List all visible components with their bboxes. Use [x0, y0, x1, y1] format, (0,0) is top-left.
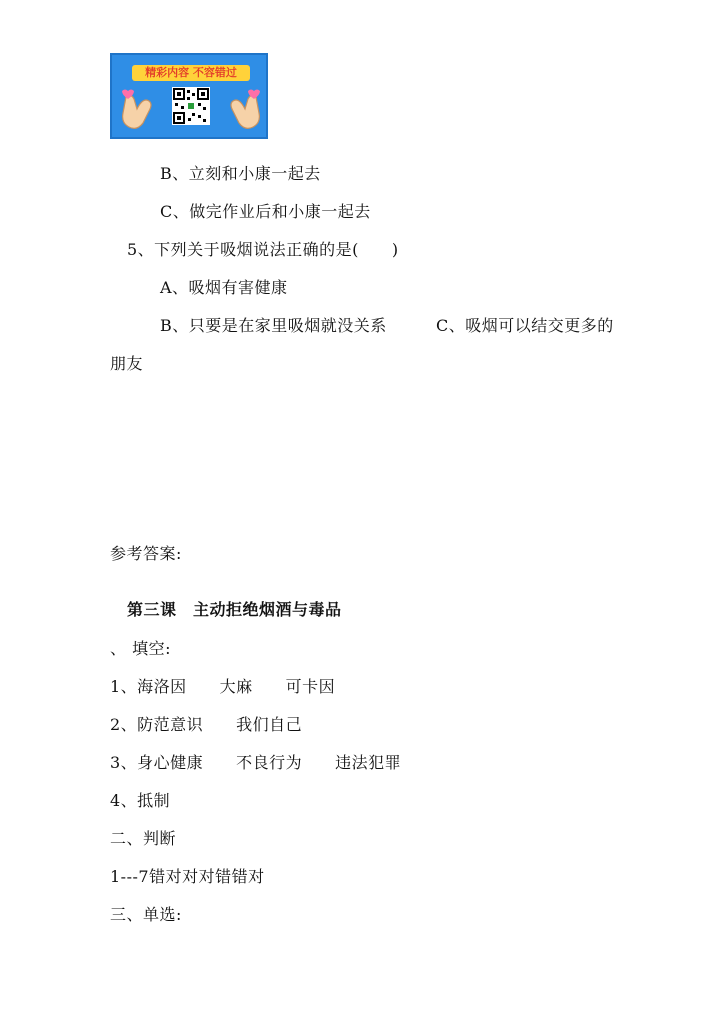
option-5c: C、吸烟可以结交更多的 — [436, 316, 614, 335]
option-4b: B、立刻和小康一起去 — [160, 164, 321, 183]
qr-code-icon[interactable] — [172, 87, 210, 125]
fill-blank-heading: 、 填空: — [110, 639, 171, 658]
option-4c: C、做完作业后和小康一起去 — [160, 202, 371, 221]
option-5c-continued: 朋友 — [110, 354, 144, 373]
answers-heading: 参考答案: — [110, 544, 182, 563]
judge-answer: 1---7错对对对错错对 — [110, 867, 265, 886]
option-5b: B、只要是在家里吸烟就没关系 — [160, 316, 387, 335]
promo-banner[interactable] — [110, 53, 268, 139]
clapping-hand-left-icon — [120, 85, 166, 131]
clapping-hand-right-icon — [216, 85, 262, 131]
fill-answer-1: 1、海洛因 大麻 可卡因 — [110, 677, 336, 696]
judge-heading: 二、判断 — [110, 829, 177, 848]
question-5: 5、下列关于吸烟说法正确的是( ) — [127, 240, 399, 259]
single-choice-heading: 三、单选: — [110, 905, 182, 924]
banner-title: 精彩内容 不容错过 — [132, 65, 250, 81]
option-5a: A、吸烟有害健康 — [160, 278, 288, 297]
fill-answer-2: 2、防范意识 我们自己 — [110, 715, 303, 734]
lesson-title: 第三课 主动拒绝烟酒与毒品 — [127, 600, 342, 619]
fill-answer-3: 3、身心健康 不良行为 违法犯罪 — [110, 753, 402, 772]
fill-answer-4: 4、抵制 — [110, 791, 171, 810]
